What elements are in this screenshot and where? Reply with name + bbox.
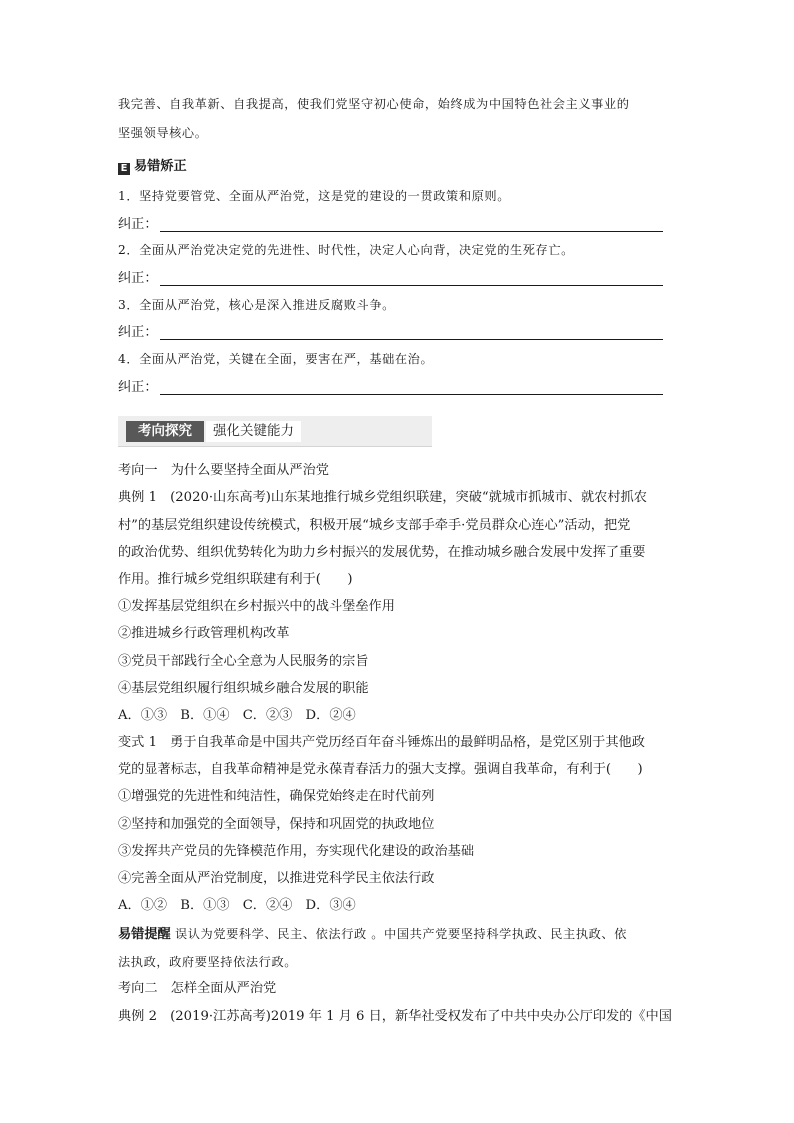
error-section-title: 易错矫正 <box>134 159 187 174</box>
section-banner <box>118 416 432 447</box>
example-1-answers: A．①③ B．①④ C．②③ D．②④ <box>118 708 356 723</box>
banner-tag: 考向探究 <box>126 421 204 442</box>
variant-1-line-2: 党的显著标志，自我革命精神是党永葆青春活力的强大支撑。强调自我革命，有利于( ) <box>118 762 643 777</box>
variant-1-option-1: ①增强党的先进性和纯洁性，确保党始终走在时代前列 <box>118 789 435 804</box>
direction-1-heading: 考向一 为什么要坚持全面从严治党 <box>118 463 329 478</box>
variant-1-answers: A．①② B．①③ C．②④ D．③④ <box>118 898 356 913</box>
intro-line-1: 我完善、自我革新、自我提高，使我们党坚守初心使命，始终成为中国特色社会主义事业的 <box>118 97 630 111</box>
example-1-line-3: 的政治优势、组织优势转化为助力乡村振兴的发展优势，在推动城乡融合发展中发挥了重要 <box>118 545 646 560</box>
example-1-option-2: ②推进城乡行政管理机构改革 <box>118 626 290 641</box>
example-1-option-3: ③党员干部践行全心全意为人民服务的宗旨 <box>118 654 369 669</box>
correction-label-4: 纠正： <box>118 380 158 395</box>
example-1-line-2: 村”的基层党组织建设传统模式，积极开展“城乡支部手牵手·党员群众心连心”活动，把党 <box>118 518 631 533</box>
error-section-header <box>118 158 187 176</box>
error-item-1: 1．坚持党要管党、全面从严治党，这是党的建设的一贯政策和原则。 <box>118 189 510 203</box>
variant-1-option-4: ④完善全面从严治党制度，以推进党科学民主依法行政 <box>118 871 435 886</box>
error-tip-text-1: 误认为党要科学、民主、依法行政 。中国共产党要坚持科学执政、民主执政、依 <box>174 927 627 941</box>
error-tip-line-1 <box>118 925 627 944</box>
error-tip-label: 易错提醒 <box>118 927 171 942</box>
direction-2-heading: 考向二 怎样全面从严治党 <box>118 981 277 996</box>
variant-1-option-3: ③发挥共产党员的先锋模范作用，夯实现代化建设的政治基础 <box>118 844 475 859</box>
correction-answer-line-4[interactable] <box>160 394 663 395</box>
intro-line-2: 坚强领导核心。 <box>118 126 208 140</box>
correction-answer-line-2[interactable] <box>160 285 663 286</box>
section-marker-icon: E <box>118 163 130 175</box>
variant-1-option-2: ②坚持和加强党的全面领导，保持和巩固党的执政地位 <box>118 817 435 832</box>
correction-answer-line-3[interactable] <box>160 339 663 340</box>
error-tip-line-2: 法执政，政府要坚持依法行政。 <box>118 955 298 969</box>
correction-label-1: 纠正： <box>118 217 158 232</box>
error-item-3: 3．全面从严治党，核心是深入推进反腐败斗争。 <box>118 298 395 312</box>
example-1-line-1: 典例 1 (2020·山东高考)山东某地推行城乡党组织联建，突破“就城市抓城市、就农村抓农 <box>118 490 647 505</box>
correction-answer-line-1[interactable] <box>160 231 663 232</box>
example-2-line-1: 典例 2 (2019·江苏高考)2019 年 1 月 6 日，新华社受权发布了中共中央办公厅印发的《中国 <box>118 1009 672 1024</box>
correction-label-2: 纠正： <box>118 271 158 286</box>
example-1-option-1: ①发挥基层党组织在乡村振兴中的战斗堡垒作用 <box>118 599 395 614</box>
banner-subtitle: 强化关键能力 <box>206 421 301 442</box>
example-1-option-4: ④基层党组织履行组织城乡融合发展的职能 <box>118 681 369 696</box>
error-item-4: 4．全面从严治党，关键在全面，要害在严，基础在治。 <box>118 352 434 366</box>
error-item-2: 2．全面从严治党决定党的先进性、时代性，决定人心向背，决定党的生死存亡。 <box>118 243 574 257</box>
variant-1-line-1: 变式 1 勇于自我革命是中国共产党历经百年奋斗锤炼出的最鲜明品格，是党区别于其他政 <box>118 735 645 750</box>
correction-label-3: 纠正： <box>118 325 158 340</box>
example-1-line-4: 作用。推行城乡党组织联建有利于( ) <box>118 572 353 587</box>
